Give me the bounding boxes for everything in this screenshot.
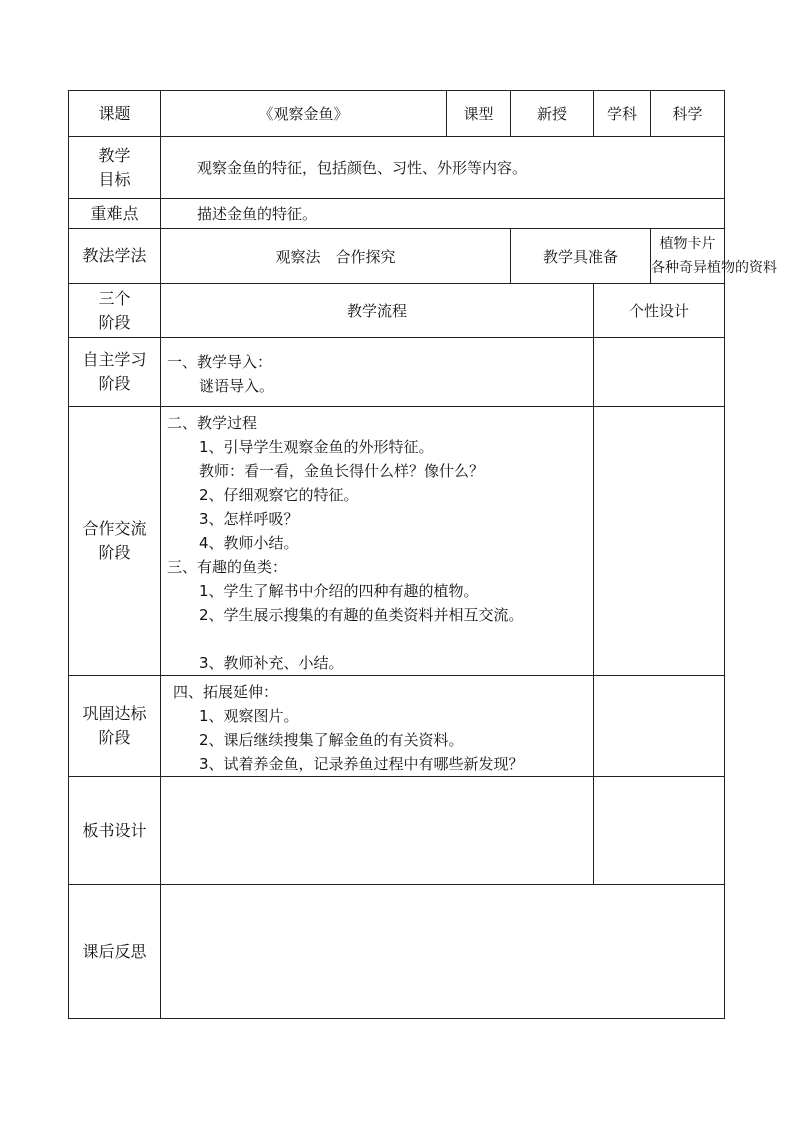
header-row	[69, 91, 725, 137]
stage3-row	[69, 676, 725, 777]
stage2-line: 三、有趣的鱼类：	[167, 558, 288, 576]
methods-label: 教法学法	[69, 229, 161, 284]
stage3-design	[594, 676, 725, 777]
tools-line1: 植物卡片	[659, 236, 716, 252]
tools-value	[651, 229, 777, 284]
stage2-line: 1、学生了解书中介绍的四种有趣的植物。	[199, 582, 479, 600]
goal-text: 观察金鱼的特征，包括颜色、习性、外形等内容。	[161, 137, 725, 199]
stage1-content	[161, 338, 594, 407]
topic-value: 《观察金鱼》	[161, 91, 447, 137]
tools-line2: 各种奇异植物的资料	[651, 260, 777, 276]
board-design	[594, 777, 725, 885]
board-label: 板书设计	[69, 777, 161, 885]
stages-label-line2: 阶段	[98, 312, 131, 332]
topic-label: 课题	[69, 91, 161, 137]
stage1-row	[69, 338, 725, 407]
stage2-content	[161, 407, 594, 676]
methods-row	[69, 229, 725, 284]
stage2-line: 2、仔细观察它的特征。	[199, 486, 359, 504]
stages-header-row	[69, 284, 725, 338]
methods-text: 观察法 合作探究	[161, 229, 511, 284]
goal-label-line1: 教学	[98, 145, 131, 165]
goal-label-line2: 目标	[98, 169, 131, 189]
reflection-row	[69, 885, 725, 1019]
stage1-design	[594, 338, 725, 407]
stage2-spacer	[167, 627, 587, 651]
stage2-label-line2: 阶段	[98, 543, 131, 562]
stage2-line: 二、教学过程	[167, 414, 258, 432]
goal-label	[69, 137, 161, 199]
stage2-line: 1、引导学生观察金鱼的外形特征。	[199, 438, 434, 456]
subject-value: 科学	[651, 91, 725, 137]
flow-label: 教学流程	[161, 284, 594, 338]
stage2-line: 2、学生展示搜集的有趣的鱼类资料并相互交流。	[199, 606, 524, 624]
difficulty-text: 描述金鱼的特征。	[161, 199, 725, 229]
reflection-content	[161, 885, 725, 1019]
stage3-content	[161, 676, 594, 777]
stage1-line: 谜语导入。	[199, 377, 275, 395]
stage1-label-line1: 自主学习	[82, 350, 147, 369]
stage2-line: 教师：看一看，金鱼长得什么样？像什么？	[199, 462, 485, 480]
stage3-label-line2: 阶段	[98, 728, 131, 747]
type-value: 新授	[511, 91, 594, 137]
difficulty-row	[69, 199, 725, 229]
stage3-line: 2、课后继续搜集了解金鱼的有关资料。	[199, 731, 464, 749]
stage1-label-line2: 阶段	[98, 374, 131, 393]
lesson-plan-table	[68, 90, 777, 1019]
board-content	[161, 777, 594, 885]
stage3-label-line1: 巩固达标	[82, 704, 147, 723]
difficulty-label: 重难点	[69, 199, 161, 229]
stage2-line: 4、教师小结。	[199, 534, 299, 552]
stage2-line: 3、教师补充、小结。	[199, 654, 344, 672]
stages-label	[69, 284, 161, 338]
stage2-row	[69, 407, 725, 676]
stage2-label-line1: 合作交流	[82, 519, 147, 538]
tools-label: 教学具准备	[511, 229, 651, 284]
design-label: 个性设计	[594, 284, 725, 338]
stages-label-line1: 三个	[98, 288, 131, 308]
stage3-line: 3、试着养金鱼，记录养鱼过程中有哪些新发现？	[199, 755, 524, 773]
goal-row	[69, 137, 725, 199]
stage3-label	[69, 676, 161, 777]
reflection-label: 课后反思	[69, 885, 161, 1019]
stage1-line: 一、教学导入：	[167, 353, 273, 371]
stage2-line: 3、怎样呼吸？	[199, 510, 299, 528]
subject-label: 学科	[594, 91, 651, 137]
stage3-line: 四、拓展延伸：	[173, 683, 279, 701]
type-label: 课型	[447, 91, 511, 137]
stage1-label	[69, 338, 161, 407]
stage2-design	[594, 407, 725, 676]
stage2-label	[69, 407, 161, 676]
stage3-line: 1、观察图片。	[199, 707, 299, 725]
board-row	[69, 777, 725, 885]
